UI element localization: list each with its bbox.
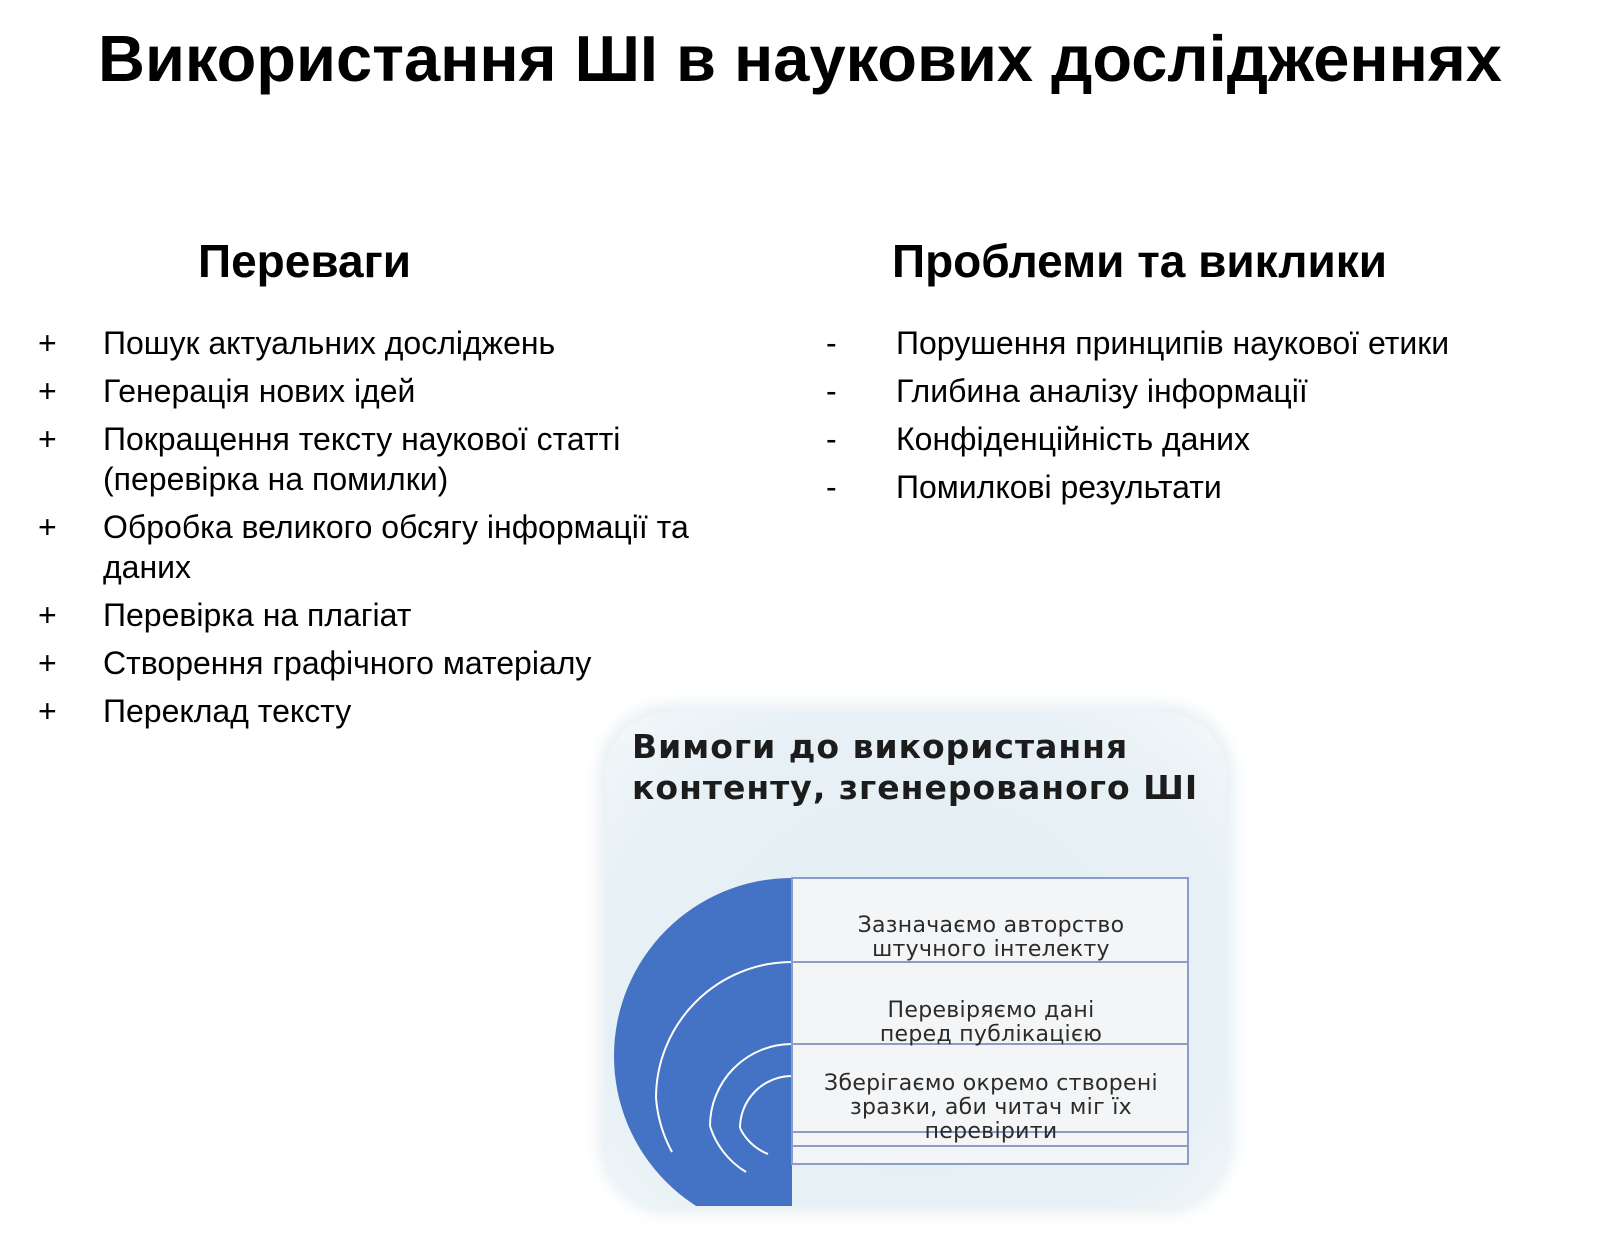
plus-marker: + bbox=[38, 421, 57, 457]
problem-text: Конфіденційність даних bbox=[896, 421, 1251, 457]
advantage-text: Переклад тексту bbox=[103, 693, 352, 729]
plus-marker: + bbox=[38, 597, 57, 633]
requirements-infographic bbox=[606, 712, 1226, 1206]
requirement-row: Перевіряємо дані перед публікацією bbox=[879, 998, 1103, 1047]
problem-item bbox=[824, 371, 1564, 411]
advantage-item bbox=[36, 507, 756, 587]
advantage-item bbox=[36, 371, 756, 411]
dash-marker: - bbox=[826, 325, 837, 361]
plus-marker: + bbox=[38, 509, 57, 545]
problems-list bbox=[824, 323, 1564, 515]
plus-marker: + bbox=[38, 373, 57, 409]
advantage-item bbox=[36, 643, 756, 683]
advantage-item bbox=[36, 595, 756, 635]
advantages-list bbox=[36, 323, 756, 739]
dash-marker: - bbox=[826, 421, 837, 457]
plus-marker: + bbox=[38, 693, 57, 729]
dash-marker: - bbox=[826, 469, 837, 505]
requirement-row: Зберігаємо окремо створені зразки, аби читач міг їх перевірити bbox=[824, 1071, 1158, 1144]
problem-item bbox=[824, 467, 1564, 507]
advantage-item bbox=[36, 419, 756, 499]
problems-heading: Проблеми та виклики bbox=[892, 235, 1388, 287]
problem-text: Порушення принципів наукової етики bbox=[896, 325, 1450, 361]
advantage-text: Генерація нових ідей bbox=[103, 373, 416, 409]
problem-text: Глибина аналізу інформації bbox=[896, 373, 1308, 409]
advantage-text: Обробка великого обсягу інформації та даних bbox=[103, 509, 689, 585]
problem-item bbox=[824, 323, 1564, 363]
slide-title: Використання ШІ в наукових дослідженнях bbox=[98, 22, 1502, 95]
plus-marker: + bbox=[38, 645, 57, 681]
advantage-text: Створення графічного матеріалу bbox=[103, 645, 592, 681]
requirement-row: Зазначаємо авторство штучного інтелекту bbox=[857, 913, 1125, 962]
advantage-text: Перевірка на плагіат bbox=[103, 597, 412, 633]
advantage-text: Пошук актуальних досліджень bbox=[103, 325, 556, 361]
plus-marker: + bbox=[38, 325, 57, 361]
requirements-title: Вимоги до використання контенту, згенерованого ШІ bbox=[632, 727, 1199, 807]
advantage-text: Покращення тексту наукової статті (перевірка на помилки) bbox=[103, 421, 621, 497]
dash-marker: - bbox=[826, 373, 837, 409]
advantages-heading: Переваги bbox=[198, 235, 412, 287]
problem-item bbox=[824, 419, 1564, 459]
advantage-item bbox=[36, 323, 756, 363]
half-circle-shape bbox=[614, 878, 792, 1206]
problem-text: Помилкові результати bbox=[896, 469, 1222, 505]
